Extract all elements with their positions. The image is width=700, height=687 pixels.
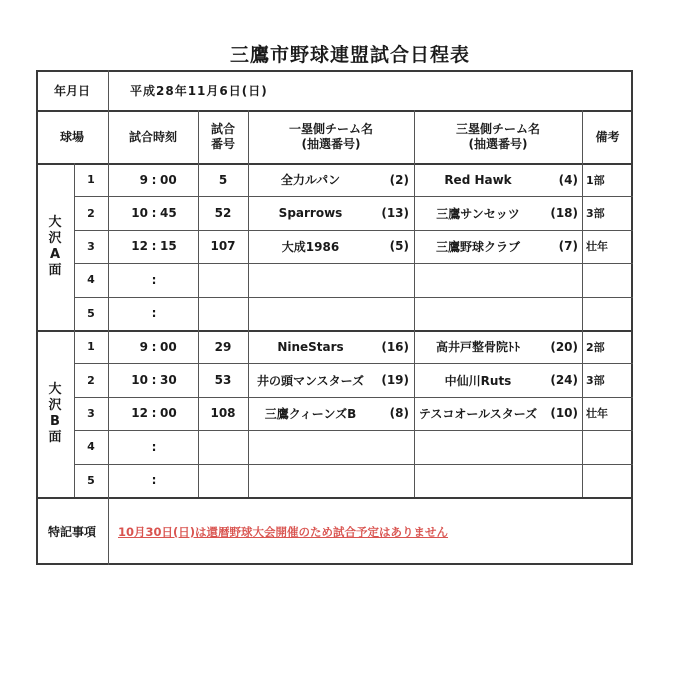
venue-name-char: 大 <box>48 214 62 230</box>
remark: 2部 <box>586 340 605 354</box>
third-base-lot <box>542 464 578 497</box>
row-number: 2 <box>87 373 95 387</box>
first-base-lot: (5) <box>389 239 409 254</box>
game-number: 107 <box>210 239 236 254</box>
time-separator: : <box>151 439 157 454</box>
third-base-lot: (7) <box>558 239 578 254</box>
first-base-team: 井の頭マンスターズ <box>256 373 365 388</box>
first-base-team: 大成1986 <box>281 239 340 254</box>
time-separator: : <box>151 272 157 287</box>
header-field: 球場 <box>59 130 84 144</box>
row-number: 2 <box>87 206 95 220</box>
venue-name <box>36 163 74 330</box>
time-separator: : <box>151 473 157 488</box>
time-hour <box>116 297 148 330</box>
time-hour: 12 <box>131 406 148 421</box>
time-separator: : <box>151 406 157 421</box>
first-base-lot <box>373 464 409 497</box>
header-time: 試合時刻 <box>128 130 177 144</box>
venue-name <box>36 330 74 497</box>
game-number: 52 <box>214 206 232 221</box>
first-base-lot <box>373 430 409 463</box>
remark <box>586 263 633 296</box>
third-base-team <box>414 430 542 463</box>
time-minute <box>160 430 190 463</box>
time-separator: : <box>151 339 157 354</box>
venue-name-char: 沢 <box>48 230 62 246</box>
time-hour <box>116 263 148 296</box>
row-number: 1 <box>87 173 95 187</box>
venue-name-char: A <box>49 246 61 262</box>
remark <box>586 464 633 497</box>
row-number: 4 <box>87 273 95 287</box>
header-third-base <box>414 110 582 163</box>
row-number: 5 <box>87 473 95 487</box>
third-base-team: Red Hawk <box>444 172 512 187</box>
third-base-team <box>414 297 542 330</box>
time-minute <box>160 263 190 296</box>
time-minute: 15 <box>160 239 177 254</box>
time-separator: : <box>151 172 157 187</box>
header-first-base-line2: (抽選番号) <box>301 136 361 151</box>
third-base-lot <box>542 430 578 463</box>
game-number: 53 <box>214 373 232 388</box>
notes-label: 特記事項 <box>47 524 96 539</box>
game-number <box>198 430 248 463</box>
third-base-team: 三鷹サンセッツ <box>436 206 520 221</box>
third-base-team <box>414 263 542 296</box>
third-base-lot: (4) <box>558 172 578 187</box>
game-number <box>198 464 248 497</box>
first-base-team <box>248 464 373 497</box>
header-game-no <box>198 110 248 163</box>
first-base-lot <box>373 297 409 330</box>
game-number: 5 <box>218 172 228 187</box>
first-base-lot: (2) <box>389 172 409 187</box>
header-first-base-line1: 一塁側チーム名 <box>288 121 373 136</box>
divider-notes <box>36 497 633 499</box>
header-third-base-line2: (抽選番号) <box>468 136 528 151</box>
header-third-base-line1: 三塁側チーム名 <box>455 121 540 136</box>
date-value: 平成28年11月6日(日) <box>130 83 268 98</box>
first-base-team: NineStars <box>277 339 344 354</box>
remark: 壮年 <box>586 407 608 421</box>
time-hour <box>116 430 148 463</box>
header-remarks: 備考 <box>595 130 620 144</box>
divider-date-label <box>108 70 109 110</box>
time-hour: 12 <box>131 239 148 254</box>
time-minute: 00 <box>160 339 177 354</box>
game-number <box>198 263 248 296</box>
time-separator: : <box>151 239 157 254</box>
remark <box>586 430 633 463</box>
third-base-team: 高井戸整骨院ﾄﾄ <box>435 340 520 355</box>
row-number: 3 <box>87 406 95 420</box>
time-minute <box>160 297 190 330</box>
column-divider <box>582 110 583 497</box>
row-number: 3 <box>87 239 95 253</box>
third-base-team: 中仙川Ruts <box>444 373 512 388</box>
game-number: 108 <box>210 406 236 421</box>
notes-text: 10月30日(日)は還暦野球大会開催のため試合予定はありません <box>118 525 449 539</box>
document-title: 三鷹市野球連盟試合日程表 <box>229 44 470 66</box>
remark: 3部 <box>586 207 605 221</box>
game-number: 29 <box>214 339 232 354</box>
remark <box>586 297 633 330</box>
first-base-team <box>248 297 373 330</box>
time-separator: : <box>151 306 157 321</box>
time-hour: 10 <box>131 206 148 221</box>
header-game-no-line1: 試合 <box>210 121 235 136</box>
row-number: 5 <box>87 306 95 320</box>
game-number <box>198 297 248 330</box>
header-first-base <box>248 110 414 163</box>
time-minute: 45 <box>160 206 177 221</box>
time-separator: : <box>151 373 157 388</box>
remark: 3部 <box>586 374 605 388</box>
venue-name-char: 面 <box>48 262 62 278</box>
venue-name-char: 大 <box>48 381 62 397</box>
first-base-team: 全力ルパン <box>280 173 341 188</box>
third-base-lot: (24) <box>550 373 578 388</box>
third-base-team: 三鷹野球クラブ <box>435 239 520 254</box>
time-minute: 00 <box>160 172 177 187</box>
time-separator: : <box>151 206 157 221</box>
first-base-team <box>248 430 373 463</box>
first-base-lot: (16) <box>381 339 409 354</box>
third-base-team <box>414 464 542 497</box>
time-hour: 10 <box>131 373 148 388</box>
time-hour <box>116 464 148 497</box>
date-label: 年月日 <box>53 83 90 98</box>
first-base-team: Sparrows <box>278 206 343 221</box>
venue-name-char: B <box>50 413 60 429</box>
first-base-team <box>248 263 373 296</box>
first-base-lot: (8) <box>389 406 409 421</box>
row-number: 4 <box>87 440 95 454</box>
remark: 1部 <box>586 173 605 187</box>
third-base-lot: (10) <box>550 406 578 421</box>
third-base-team: テスコオールスターズ <box>418 406 538 421</box>
venue-name-char: 沢 <box>48 397 62 413</box>
third-base-lot <box>542 263 578 296</box>
time-hour: 9 <box>139 172 148 187</box>
first-base-team: 三鷹クィーンズB <box>264 406 357 421</box>
first-base-lot <box>373 263 409 296</box>
divider-notes-label <box>108 497 109 565</box>
venue-name-char: 面 <box>48 429 62 445</box>
third-base-lot <box>542 297 578 330</box>
first-base-lot: (13) <box>381 206 409 221</box>
time-minute: 00 <box>160 406 177 421</box>
header-game-no-line2: 番号 <box>210 136 235 151</box>
time-hour: 9 <box>139 339 148 354</box>
row-number: 1 <box>87 340 95 354</box>
third-base-lot: (20) <box>550 339 578 354</box>
column-divider <box>108 163 109 497</box>
first-base-lot: (19) <box>381 373 409 388</box>
remark: 壮年 <box>586 240 608 254</box>
time-minute: 30 <box>160 373 177 388</box>
third-base-lot: (18) <box>550 206 578 221</box>
time-minute <box>160 464 190 497</box>
